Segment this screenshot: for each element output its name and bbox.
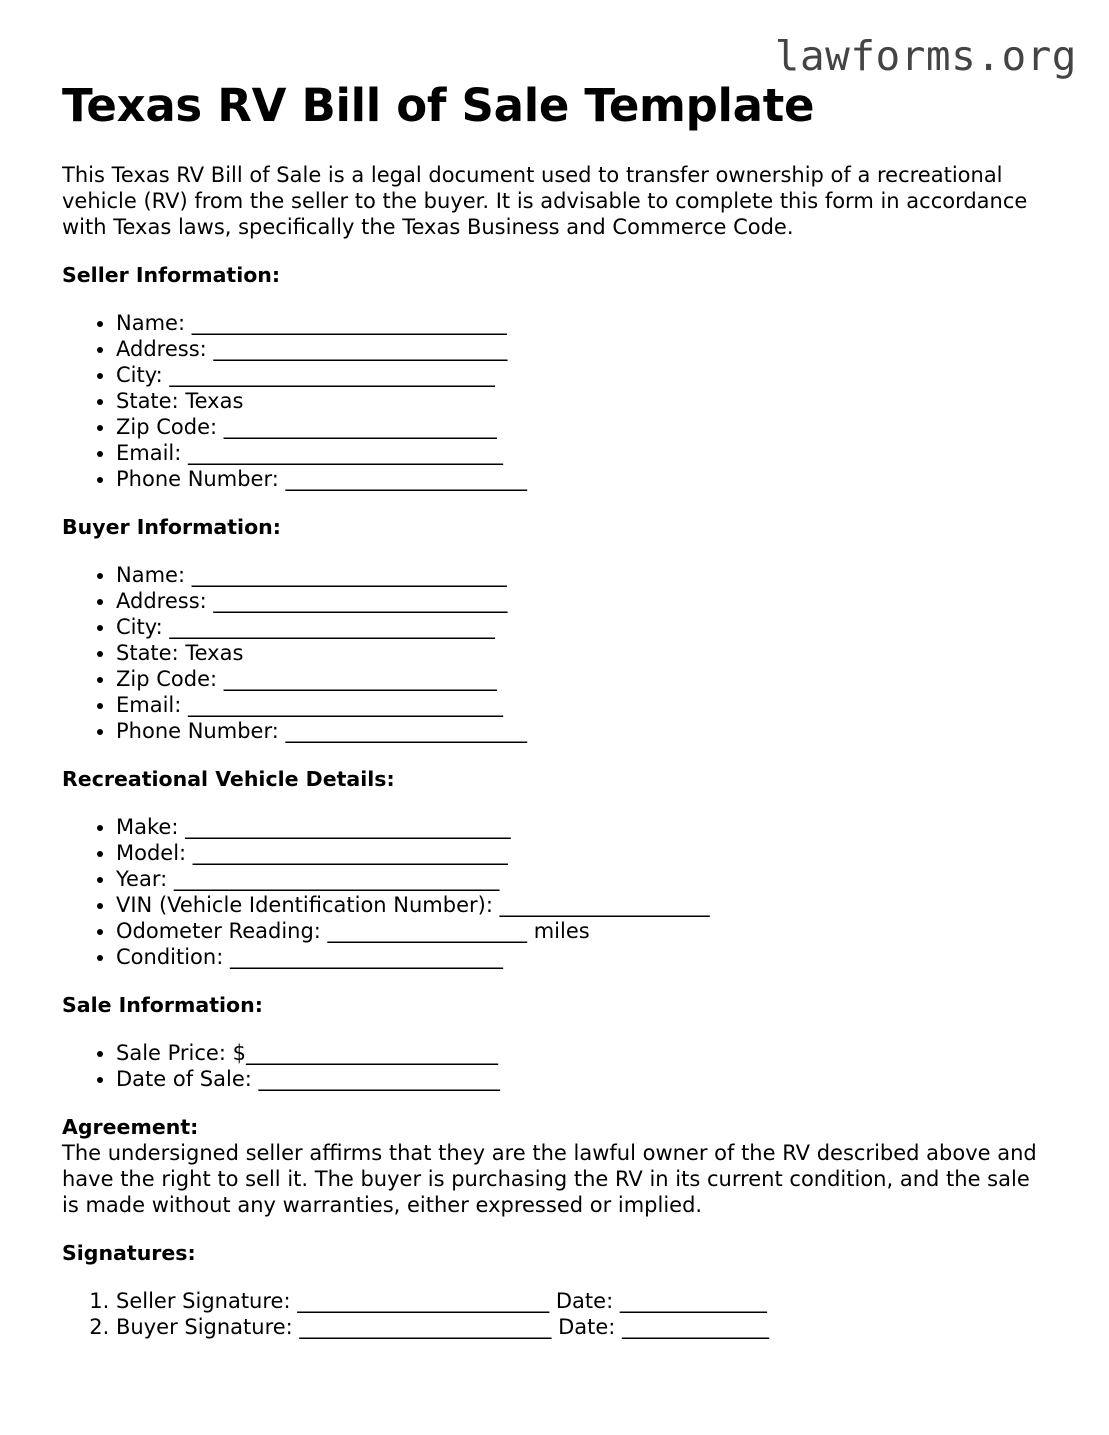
vehicle-year-field[interactable]: • Year: _______________________________ xyxy=(116,866,1052,892)
vehicle-condition-field[interactable]: • Condition: __________________________ xyxy=(116,944,1052,970)
buyer-zip-field[interactable]: • Zip Code: __________________________ xyxy=(116,666,1052,692)
intro-paragraph: This Texas RV Bill of Sale is a legal document used to transfer ownership of a recreational vehicle (RV) from the seller to the buyer. It is advisable to complete this form in accordance with Texas laws, specifically the Texas Business and Commerce Code. xyxy=(62,163,1028,239)
agreement-heading: Agreement: xyxy=(62,1115,199,1139)
signatures-heading: Signatures: xyxy=(62,1241,196,1265)
site-watermark: lawforms.org xyxy=(774,32,1077,80)
seller-city-field[interactable]: • City: _______________________________ xyxy=(116,362,1052,388)
vehicle-heading: Recreational Vehicle Details: xyxy=(62,767,395,791)
seller-signature-line[interactable]: 1. Seller Signature: ________________________ Date: ______________ xyxy=(116,1288,1052,1314)
buyer-heading: Buyer Information: xyxy=(62,515,281,539)
sale-heading: Sale Information: xyxy=(62,993,263,1017)
agreement-paragraph: The undersigned seller affirms that they are the lawful owner of the RV described above and have the right to sell it. The buyer is purchasing the RV in its current condition, and the sale is made without any warranties, either expressed or implied. xyxy=(62,1141,1037,1217)
vehicle-odometer-field[interactable]: • Odometer Reading: ___________________ miles xyxy=(116,918,1052,944)
vehicle-vin-field[interactable]: • VIN (Vehicle Identification Number): ____________________ xyxy=(116,892,1052,918)
seller-phone-field[interactable]: • Phone Number: _______________________ xyxy=(116,466,1052,492)
buyer-city-field[interactable]: • City: _______________________________ xyxy=(116,614,1052,640)
seller-address-field[interactable]: • Address: ____________________________ xyxy=(116,336,1052,362)
seller-state-field: • State: Texas xyxy=(116,388,1052,414)
document-page xyxy=(62,78,1052,1340)
seller-name-field[interactable]: • Name: ______________________________ xyxy=(116,310,1052,336)
buyer-field-list xyxy=(62,562,1052,744)
seller-email-field[interactable]: • Email: ______________________________ xyxy=(116,440,1052,466)
buyer-address-field[interactable]: • Address: ____________________________ xyxy=(116,588,1052,614)
buyer-phone-field[interactable]: • Phone Number: _______________________ xyxy=(116,718,1052,744)
seller-field-list xyxy=(62,310,1052,492)
vehicle-make-field[interactable]: • Make: _______________________________ xyxy=(116,814,1052,840)
buyer-email-field[interactable]: • Email: ______________________________ xyxy=(116,692,1052,718)
vehicle-model-field[interactable]: • Model: ______________________________ xyxy=(116,840,1052,866)
buyer-state-field: • State: Texas xyxy=(116,640,1052,666)
buyer-signature-line[interactable]: 2. Buyer Signature: ________________________ Date: ______________ xyxy=(116,1314,1052,1340)
signature-list xyxy=(62,1288,1052,1340)
buyer-name-field[interactable]: • Name: ______________________________ xyxy=(116,562,1052,588)
sale-price-field[interactable]: • Sale Price: $________________________ xyxy=(116,1040,1052,1066)
page-title: Texas RV Bill of Sale Template xyxy=(62,79,815,132)
seller-heading: Seller Information: xyxy=(62,263,281,287)
sale-field-list xyxy=(62,1040,1052,1092)
sale-date-field[interactable]: • Date of Sale: _______________________ xyxy=(116,1066,1052,1092)
seller-zip-field[interactable]: • Zip Code: __________________________ xyxy=(116,414,1052,440)
vehicle-field-list xyxy=(62,814,1052,970)
